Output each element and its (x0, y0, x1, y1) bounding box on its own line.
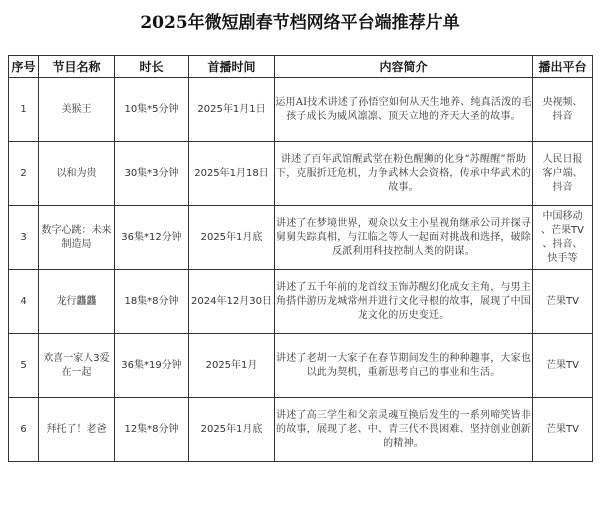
cell-duration: 12集*8分钟 (115, 398, 189, 462)
cell-summary: 讲述了在梦境世界，观众以女主小星视角继承公司并探寻舅舅失踪真相，与江临之等人一起面对挑战和选择，破除反派利用科技控制人类的阴谋。 (275, 206, 533, 270)
cell-premiere: 2024年12月30日 (189, 270, 275, 334)
header-duration: 时长 (115, 56, 189, 78)
cell-platform: 芒果TV (533, 270, 593, 334)
table-row (9, 206, 593, 270)
cell-name: 拜托了！老爸 (39, 398, 115, 462)
cell-platform: 中国移动 、芒果TV 、抖音、 快手等 (533, 206, 593, 270)
cell-no: 6 (9, 398, 39, 462)
cell-premiere: 2025年1月1日 (189, 78, 275, 142)
cell-name: 美猴王 (39, 78, 115, 142)
cell-platform: 芒果TV (533, 398, 593, 462)
header-row (9, 56, 593, 78)
cell-summary: 讲述了老胡一大家子在春节期间发生的种种趣事，大家也以此为契机，重新思考自己的事业和生活。 (275, 334, 533, 398)
header-name: 节目名称 (39, 56, 115, 78)
recommendation-table (8, 55, 593, 462)
cell-duration: 30集*3分钟 (115, 142, 189, 206)
cell-no: 5 (9, 334, 39, 398)
cell-summary: 运用AI技术讲述了孙悟空如何从天生地养、纯真活泼的毛孩子成长为威风凛凛、顶天立地的齐天大圣的故事。 (275, 78, 533, 142)
cell-summary: 讲述了百年武馆醒武堂在粉色醒狮的化身“苏醒醒”帮助下，克服折迁危机，力争武林大会资格，传承中华武术的故事。 (275, 142, 533, 206)
cell-no: 1 (9, 78, 39, 142)
cell-name: 龙行龘龘 (39, 270, 115, 334)
cell-name: 数字心跳：未来制造局 (39, 206, 115, 270)
header-platform: 播出平台 (533, 56, 593, 78)
table-row (9, 398, 593, 462)
header-no: 序号 (9, 56, 39, 78)
cell-premiere: 2025年1月 (189, 334, 275, 398)
cell-duration: 36集*12分钟 (115, 206, 189, 270)
table-row (9, 270, 593, 334)
document-title: 2025年微短剧春节档网络平台端推荐片单 (140, 13, 460, 33)
cell-no: 3 (9, 206, 39, 270)
table-row (9, 78, 593, 142)
cell-premiere: 2025年1月底 (189, 398, 275, 462)
cell-no: 2 (9, 142, 39, 206)
cell-premiere: 2025年1月18日 (189, 142, 275, 206)
cell-summary: 讲述了高三学生和父亲灵魂互换后发生的一系列啼笑皆非的故事，展现了老、中、青三代不畏困难、坚持创业创新的精神。 (275, 398, 533, 462)
cell-summary: 讲述了五千年前的龙首纹玉饰苏醒幻化成女主角，与男主角搭伴游历龙城常州并进行文化寻根的故事，展现了中国龙文化的历史变迁。 (275, 270, 533, 334)
cell-platform: 芒果TV (533, 334, 593, 398)
cell-duration: 18集*8分钟 (115, 270, 189, 334)
cell-duration: 10集*5分钟 (115, 78, 189, 142)
cell-duration: 36集*19分钟 (115, 334, 189, 398)
cell-premiere: 2025年1月底 (189, 206, 275, 270)
table-row (9, 334, 593, 398)
cell-platform: 人民日报 客户端、 抖音 (533, 142, 593, 206)
cell-platform: 央视频、 抖音 (533, 78, 593, 142)
cell-no: 4 (9, 270, 39, 334)
cell-name: 欢喜一家人3爱在一起 (39, 334, 115, 398)
cell-name: 以和为贵 (39, 142, 115, 206)
header-summary: 内容简介 (275, 56, 533, 78)
header-premiere: 首播时间 (189, 56, 275, 78)
table-row (9, 142, 593, 206)
